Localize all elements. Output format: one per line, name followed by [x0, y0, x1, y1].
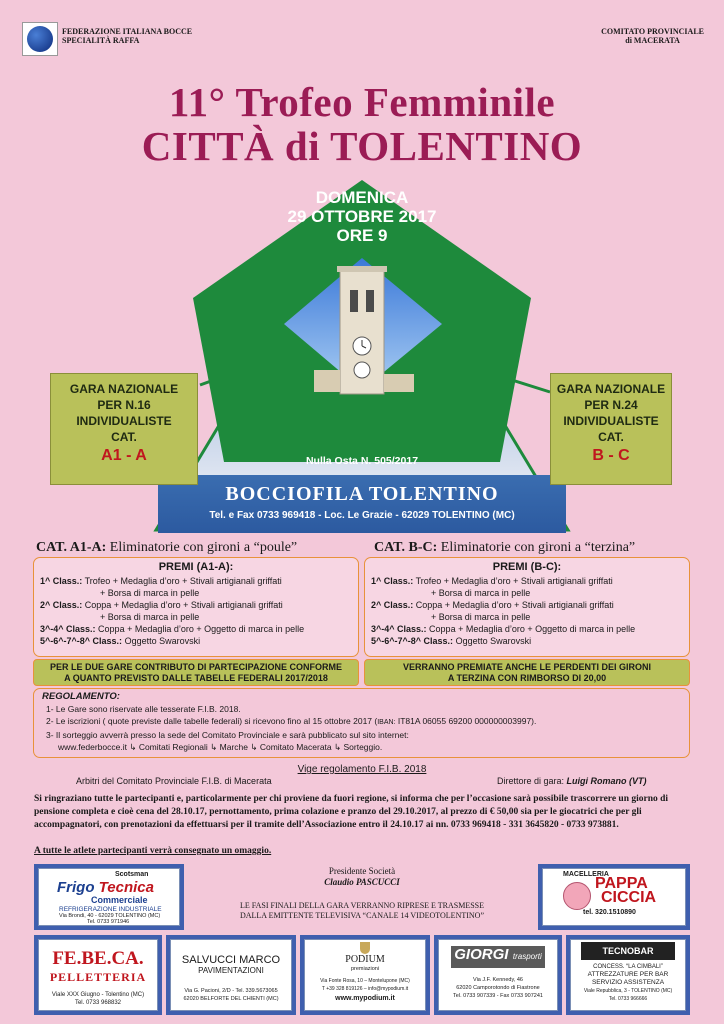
- gift-note: A tutte le atlete partecipanti verrà consegnato un omaggio.: [34, 846, 272, 856]
- committee-name: COMITATO PROVINCIALE di MACERATA: [601, 27, 704, 45]
- left-category-box: GARA NAZIONALE PER N.16 INDIVIDUALISTE CAT. A1 - A: [50, 373, 198, 485]
- rules-box: REGOLAMENTO: 1- Le Gare sono riservate alle tesserate F.I.B. 2018. 2- Le iscrizioni ( quote previste dalle tabelle federali) si ricevono fino al 15 ottobre 2017 (IBAN: IT81A 06055 69200 000000003997). 3- Il sorteggio avverrà presso la sede del Comitato Provinciale e sarà pubblicato sul sito internet: www.federbocce.it ↳ Comitati Regionali ↳ Marche ↳ Comitato Macerata ↳ Sorteggio.: [33, 688, 690, 758]
- title-line1: 11° Trofeo Femminile: [168, 79, 556, 125]
- event-datetime: DOMENICA 29 OTTOBRE 2017 ORE 9: [287, 188, 437, 245]
- fib-logo: [22, 22, 58, 56]
- rules-title: REGOLAMENTO:: [42, 691, 120, 702]
- vige-regolamento: Vige regolamento F.I.B. 2018: [297, 764, 427, 775]
- prizes-b-box: PREMI (B-C): 1^ Class.: Trofeo + Medaglia d’oro + Stivali artigianali griffati + Borsa di marca in pelle 2^ Class.: Coppa + Medaglia d’oro + Stivali artigianali griffati + Borsa di marca in pelle 3^-4^ Class.: Coppa + Medaglia d’oro + Oggetto di marca in pelle 5^-6^-7^-8^ Class.: Oggetto Swarovski: [364, 557, 690, 657]
- refund-note: VERRANNO PREMIATE ANCHE LE PERDENTI DEI GIRONI A TERZINA CON RIMBORSO DI 20,00: [364, 659, 690, 686]
- sponsor-salvucci: SALVUCCI MARCO PAVIMENTAZIONI Via G. Pacioni, 2/D - Tel. 339.5673065 62020 BELFORTE DEL CHIENTI (MC): [166, 935, 296, 1015]
- pig-icon: [563, 882, 591, 910]
- club-contact: Tel. e Fax 0733 969418 - Loc. Le Grazie - 62029 TOLENTINO (MC): [209, 510, 515, 521]
- federbocce-link[interactable]: www.federbocce.it ↳ Comitati Regionali ↳ Marche ↳ Comitato Macerata ↳ Sorteggio.: [58, 742, 383, 752]
- sponsor-pappa-ciccia: MACELLERIA PAPPA CICCIA tel. 320.1510890: [538, 864, 690, 930]
- nulla-osta: Nulla Osta N. 505/2017: [305, 455, 419, 467]
- sponsor-tecnobar: TECNOBAR CONCESS. “LA CIMBALI” ATTREZZATURE PER BAR SERVIZIO ASSISTENZA Viale Repubblica, 3 - TOLENTINO (MC) Tel. 0733 966666: [566, 935, 690, 1015]
- referees: Arbitri del Comitato Provinciale F.I.B. di Macerata: [76, 776, 272, 786]
- president: Presidente Società Claudio PASCUCCI: [324, 866, 400, 887]
- trophy-icon: [360, 942, 370, 954]
- federation-name: FEDERAZIONE ITALIANA BOCCE SPECIALITÀ RAFFA: [62, 27, 193, 45]
- sponsor-febeca: FE.BE.CA. PELLETTERIA Viale XXX Giugno - Tolentino (MC) Tel. 0733 968832: [34, 935, 162, 1015]
- cat-a-heading: CAT. A1-A: Eliminatorie con gironi a “poule”: [36, 540, 298, 555]
- club-name: BOCCIOFILA TOLENTINO: [225, 483, 499, 505]
- club-banner: [158, 475, 566, 533]
- right-category: B - C: [592, 447, 630, 464]
- right-category-box: GARA NAZIONALE PER N.24 INDIVIDUALISTE CAT. B - C: [550, 373, 672, 485]
- prizes-a-box: PREMI (A1-A): 1^ Class.: Trofeo + Medaglia d’oro + Stivali artigianali griffati + Borsa di marca in pelle 2^ Class.: Coppa + Medaglia d’oro + Stivali artigianali griffati + Borsa di marca in pelle 3^-4^ Class.: Coppa + Medaglia d’oro + Oggetto di marca in pelle 5^-6^-7^-8^ Class.: Oggetto Swarovski: [33, 557, 359, 657]
- race-director: Direttore di gara: Luigi Romano (VT): [497, 776, 647, 786]
- ball-icon: [27, 26, 53, 52]
- cat-b-heading: CAT. B-C: Eliminatorie con gironi a “terzina”: [374, 540, 636, 555]
- tv-notice: LE FASI FINALI DELLA GARA VERRANNO RIPRESE E TRASMESSE DALLA EMITTENTE TELEVISIVA “CANALE 14 VIDEOTOLENTINO”: [239, 901, 485, 920]
- sponsor-frigo-tecnica: Scotsman Frigo Tecnica Commerciale REFRIGERAZIONE INDUSTRIALE Via Brondi, 40 - 62029 TOLENTINO (MC) Tel. 0733 971946: [34, 864, 184, 930]
- thanks-paragraph: Si ringraziano tutte le partecipanti e, particolarmente per chi proviene da fuori regione, si informa che per l’occasione sarà possibile trascorrere un giorno di pensione completa e cioè cena del 28.10.17, pernottamento, prima colazione e pranzo del 29.10.2017, al prezzo di € 50,00 sia per le giocatrici che per gli accompagnatori, con prenotazioni da effettuarsi per il tramite dell’Associazione entro il 24.10.17 ai nn. 0733 969418 - 331 3645820 - 0733 973881.: [34, 794, 669, 830]
- title-line2: CITTÀ di TOLENTINO: [141, 123, 583, 169]
- fee-note: PER LE DUE GARE CONTRIBUTO DI PARTECIPAZIONE CONFORME A QUANTO PREVISTO DALLE TABELLE FEDERALI 2017/2018: [33, 659, 359, 686]
- sponsor-giorgi: GIORGI trasporti Via J.F. Kennedy, 46 62020 Camporotondo di Fiastrone Tel. 0733 907339 - Fax 0733 907241: [434, 935, 562, 1015]
- sponsor-podium: PODIUM premiazioni Via Fonte Rosa, 10 – Montelupone (MC) T +39 328 819126 – info@mypodium.it www.mypodium.it: [300, 935, 430, 1015]
- left-category: A1 - A: [101, 447, 147, 464]
